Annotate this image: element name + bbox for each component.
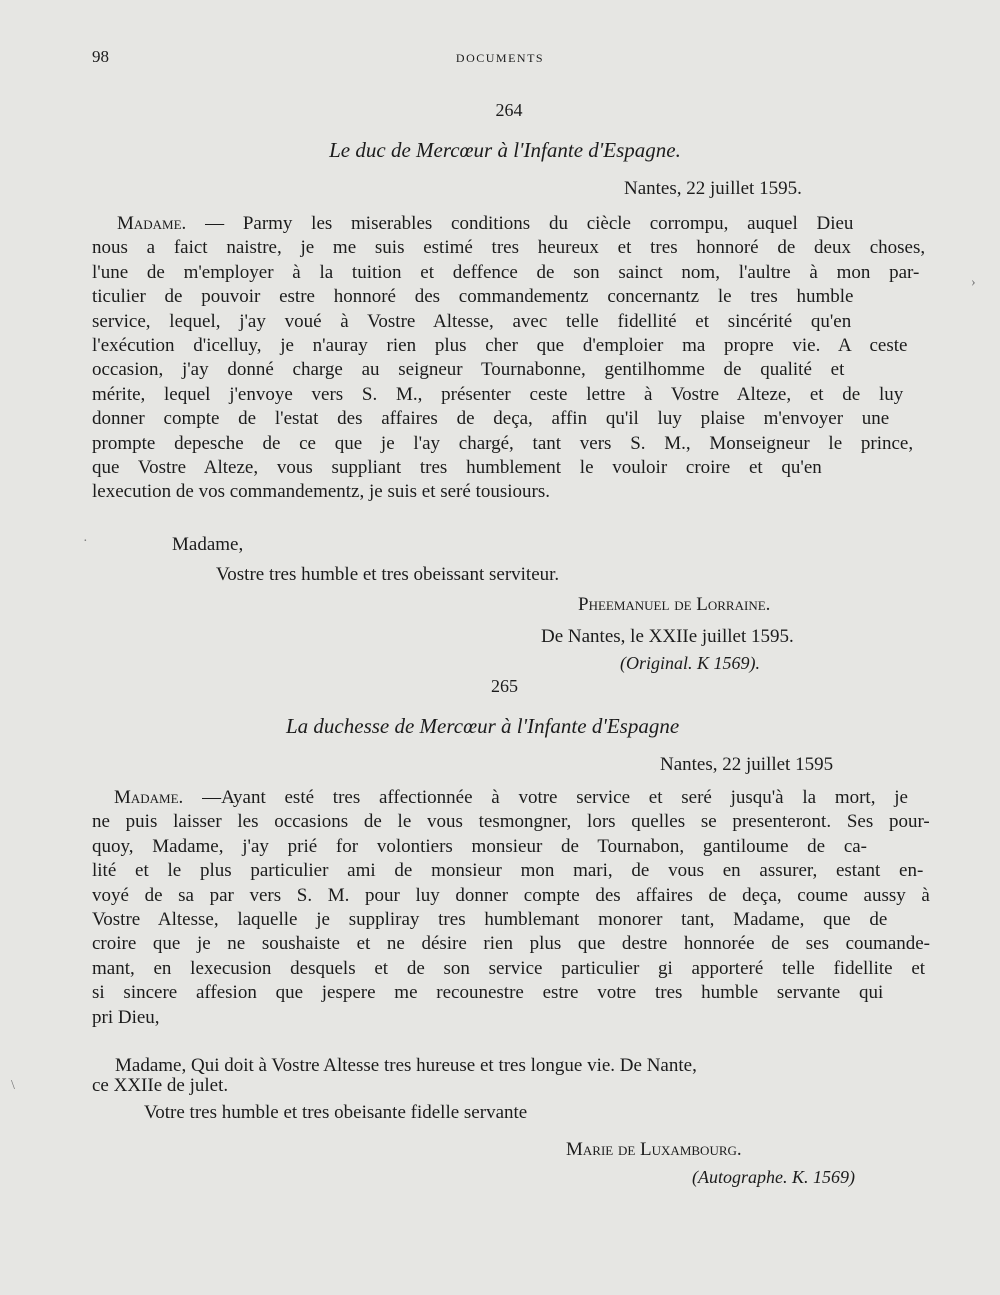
doc-265-title: La duchesse de Mercœur à l'Infante d'Espagne	[286, 714, 680, 738]
doc-264-line-2: nous a faict naistre, je me suis estimé tres heureux et tres honnoré de deux choses,	[92, 237, 926, 259]
doc-265-number: 265	[491, 676, 518, 696]
doc-265-line-4: lité et le plus particulier ami de monsieur mon mari, de vous en assurer, estant en-	[92, 860, 924, 882]
doc-264-line-3: l'une de m'employer à la tuition et deffence de son sainct nom, l'aultre à mon par-	[92, 261, 920, 283]
doc-264-line-7: occasion, j'ay donné charge au seigneur Tournabonne, gentilhomme de qualité et	[92, 359, 845, 381]
doc-265-signature: Marie de Luxambourg.	[566, 1139, 742, 1160]
doc-265-closing-line-1: Madame, Qui doit à Vostre Altesse tres hureuse et tres longue vie. De Nante,	[115, 1055, 697, 1076]
doc-264-signature: Pheemanuel de Lorraine.	[578, 594, 771, 615]
doc-265-closing-line-2: ce XXIIe de julet.	[92, 1075, 229, 1096]
doc-264-number: 264	[495, 100, 523, 120]
doc-264-line-12: lexecution de vos commandementz, je suis et seré tousiours.	[92, 481, 550, 503]
doc-264-line-6: l'exécution d'icelluy, je n'auray rien plus cher que d'emploier ma propre vie. A ceste	[92, 334, 908, 356]
doc-265-line-5: voyé de sa par vers S. M. pour luy donner compte des affaires de deça, coume aussy à	[92, 884, 930, 906]
doc-265-dateline: Nantes, 22 juillet 1595	[660, 754, 834, 775]
doc-264-line-11: que Vostre Alteze, vous suppliant tres humblement le vouloir croire et qu'en	[92, 456, 822, 478]
doc-264-line-5: service, lequel, j'ay voué à Vostre Altesse, avec telle fidellité et sincérité qu'en	[92, 310, 852, 332]
margin-mark: ·	[83, 534, 88, 549]
doc-264-source: (Original. K 1569).	[620, 653, 761, 673]
doc-264-line-9: donner compte de l'estat des affaires de deça, affin qu'il luy plaise m'envoyer une	[92, 408, 890, 430]
running-title: DOCUMENTS	[455, 51, 545, 65]
doc-265-line-3: quoy, Madame, j'ay prié for volontiers monsieur de Tournabon, gantiloume de ca-	[92, 835, 868, 857]
doc-265-line-10: pri Dieu,	[92, 1006, 160, 1028]
margin-mark: ›	[971, 275, 976, 290]
doc-265-line-8: mant, en lexecusion desquels et de son service particulier gi apporteré telle fidellite et	[92, 957, 926, 979]
doc-265-body	[92, 786, 930, 1030]
doc-264-line-1: — Parmy les miserables conditions du ciècle corrompu, auquel Dieu	[186, 213, 854, 234]
doc-265-line-6: Vostre Altesse, laquelle je suppliray tres humblemant monorer tant, Madame, que de	[92, 908, 888, 930]
doc-265-line-2: ne puis laisser les occasions de le vous tesmongner, lors quelles se presenteront. Ses pour-	[92, 811, 930, 833]
doc-264-date-signature: De Nantes, le XXIIe juillet 1595.	[541, 626, 794, 647]
doc-264-line-4: ticulier de pouvoir estre honnoré des commandementz concernantz le tres humble	[92, 286, 854, 308]
doc-265-salutation: Madame.	[114, 787, 184, 808]
doc-264-body	[92, 212, 930, 505]
doc-264-title: Le duc de Mercœur à l'Infante d'Espagne.	[329, 138, 681, 162]
doc-264-closing-salutation: Madame,	[172, 534, 244, 555]
doc-264-dateline: Nantes, 22 juillet 1595.	[624, 178, 802, 199]
doc-264-salutation: Madame.	[117, 213, 187, 234]
doc-265-line-9: si sincere affesion que jespere me recounestre estre votre tres humble servante qui	[92, 982, 884, 1004]
doc-264-line-8: mérite, lequel j'envoye vers S. M., présenter ceste lettre à Vostre Alteze, et de luy	[92, 383, 904, 405]
doc-265-line-7: croire que je ne soushaiste et ne désire rien plus que destre honnorée de ses coumande-	[92, 933, 931, 955]
doc-264-closing: Vostre tres humble et tres obeissant serviteur.	[216, 564, 560, 585]
page-number: 98	[92, 47, 109, 66]
doc-265-closing: Votre tres humble et tres obeisante fidelle servante	[144, 1102, 528, 1123]
doc-265-line-1: —Ayant esté tres affectionnée à votre service et seré jusqu'à la mort, je	[183, 787, 908, 808]
doc-264-line-10: prompte depesche de ce que je l'ay chargé, tant vers S. M., Monseigneur le prince,	[92, 432, 914, 454]
doc-265-source: (Autographe. K. 1569)	[692, 1167, 855, 1187]
margin-mark: \	[11, 1078, 15, 1093]
